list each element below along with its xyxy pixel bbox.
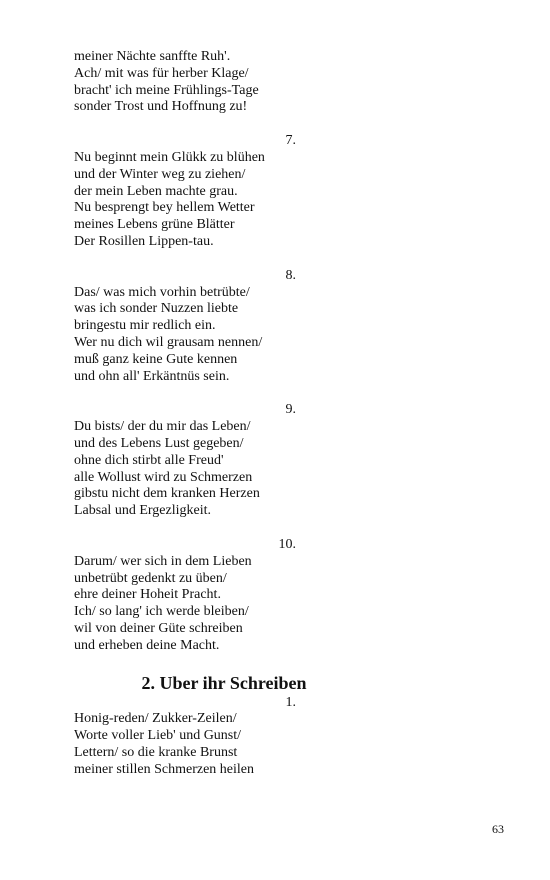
verse-line: was ich sonder Nuzzen liebte — [74, 301, 239, 317]
stanza-9 — [74, 419, 374, 520]
verse-line: der mein Leben machte grau. — [74, 183, 238, 199]
verse-line: meiner stillen Schmerzen heilen — [74, 761, 254, 777]
stanza-number: 9. — [285, 402, 296, 418]
verse-line: und ohn all' Erkäntnüs sein. — [74, 368, 230, 384]
verse-line: Nu beginnt mein Glükk zu blühen — [74, 149, 265, 165]
stanza-7 — [74, 150, 374, 251]
verse-line: und erheben deine Macht. — [74, 637, 220, 653]
stanza-number: 8. — [285, 267, 296, 283]
stanza-8 — [74, 285, 374, 386]
stanza-10 — [74, 554, 374, 655]
verse-line: unbetrübt gedenkt zu üben/ — [74, 570, 227, 586]
verse-line: muß ganz keine Gute kennen — [74, 351, 238, 367]
page-number: 63 — [492, 822, 504, 836]
verse-line: und der Winter weg zu ziehen/ — [74, 166, 246, 182]
verse-line: Labsal und Ergezligkeit. — [74, 503, 211, 519]
verse-line: Du bists/ der du mir das Leben/ — [74, 419, 251, 435]
stanza-6-end — [74, 49, 374, 116]
verse-line: Lettern/ so die kranke Brunst — [74, 744, 238, 760]
stanza-number: 7. — [285, 133, 296, 149]
verse-line: sonder Trost und Hoffnung zu! — [74, 99, 248, 115]
verse-line: bracht' ich meine Frühlings-Tage — [74, 82, 259, 98]
verse-line: Der Rosillen Lippen-tau. — [74, 233, 214, 249]
verse-line: bringestu mir redlich ein. — [74, 318, 216, 334]
verse-line: ehre deiner Hoheit Pracht. — [74, 587, 221, 603]
verse-line: Nu besprengt bey hellem Wetter — [74, 200, 255, 216]
verse-line: Ach/ mit was für herber Klage/ — [74, 65, 249, 81]
verse-line: ohne dich stirbt alle Freud' — [74, 452, 224, 468]
verse-line: gibstu nicht dem kranken Herzen — [74, 486, 260, 502]
verse-line: Ich/ so lang' ich werde bleiben/ — [74, 604, 249, 620]
verse-line: meines Lebens grüne Blätter — [74, 217, 235, 233]
stanza-number: 1. — [285, 694, 296, 710]
verse-line: und des Lebens Lust gegeben/ — [74, 435, 244, 451]
verse-line: alle Wollust wird zu Schmerzen — [74, 469, 253, 485]
verse-line: wil von deiner Güte schreiben — [74, 620, 243, 636]
verse-line: Worte voller Lieb' und Gunst/ — [74, 728, 242, 744]
poem2-stanza-1 — [74, 711, 374, 778]
verse-line: meiner Nächte sanffte Ruh'. — [74, 49, 231, 64]
page-body — [74, 49, 374, 795]
stanza-number: 10. — [278, 536, 296, 552]
verse-line: Honig-reden/ Zukker-Zeilen/ — [74, 711, 237, 727]
verse-line: Darum/ wer sich in dem Lieben — [74, 553, 252, 569]
poem-title: 2. Uber ihr Schreiben — [141, 672, 307, 693]
verse-line: Das/ was mich vorhin betrübte/ — [74, 284, 250, 300]
verse-line: Wer nu dich wil grausam nennen/ — [74, 334, 263, 350]
